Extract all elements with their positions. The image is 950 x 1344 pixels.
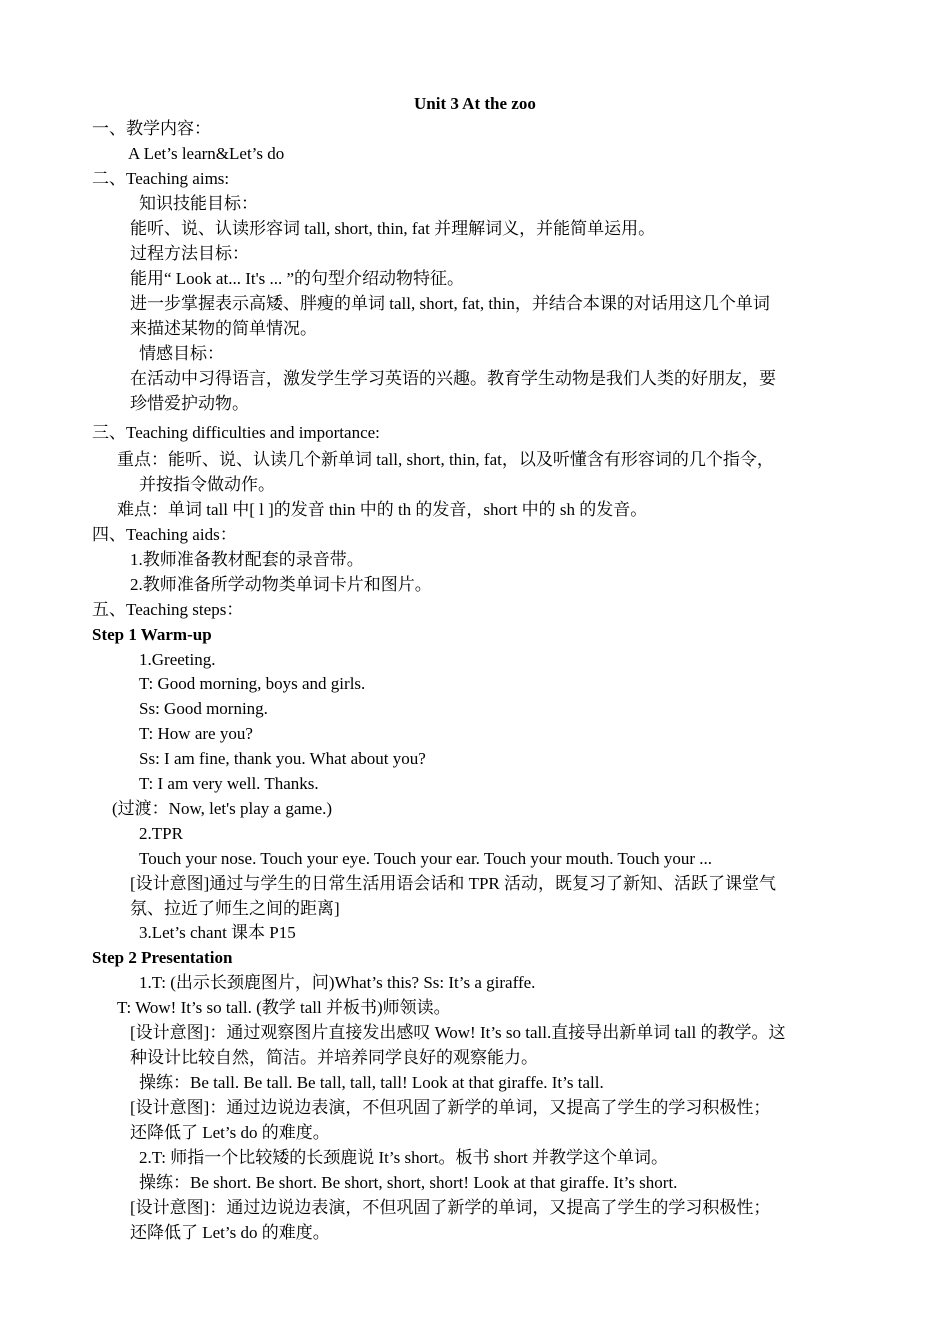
dialogue-line: T: I am very well. Thanks. xyxy=(139,774,319,793)
paragraph-line: 在活动中习得语言，激发学生学习英语的兴趣。教育学生动物是我们人类的好朋友，要 xyxy=(130,369,776,388)
dialogue-line: T: Good morning, boys and girls. xyxy=(139,674,366,693)
section-heading-aims: 二、Teaching aims: xyxy=(92,169,230,188)
transition-note: (过渡：Now, let's play a game.) xyxy=(112,799,333,818)
step-item: 3.Let’s chant 课本 P15 xyxy=(139,923,296,942)
design-intent: [设计意图]：通过观察图片直接发出感叹 Wow! It’s so tall.直接导出新单词 tall 的教学。这 xyxy=(130,1023,786,1042)
step-item: 1.Greeting. xyxy=(139,650,216,669)
subheading-knowledge: 知识技能目标： xyxy=(139,194,258,213)
design-intent: 氛、拉近了师生之间的距离] xyxy=(130,899,340,918)
dialogue-line: Ss: Good morning. xyxy=(139,699,268,718)
subheading-process: 过程方法目标： xyxy=(130,244,249,263)
list-item: 1.教师准备教材配套的录音带。 xyxy=(130,550,364,569)
dialogue-line: T: How are you? xyxy=(139,724,253,743)
practice-line: 操练：Be tall. Be tall. Be tall, tall, tall! Look at that giraffe. It’s tall. xyxy=(139,1073,604,1092)
list-item: 2.教师准备所学动物类单词卡片和图片。 xyxy=(130,575,432,594)
design-intent: 种设计比较自然，简洁。并培养同学良好的观察能力。 xyxy=(130,1048,538,1067)
paragraph-line: 难点：单词 tall 中[ l ]的发音 thin 中的 th 的发音，short 中的 sh 的发音。 xyxy=(117,500,648,519)
section-heading-steps: 五、Teaching steps： xyxy=(92,600,244,619)
step-item: 2.T: 师指一个比较矮的长颈鹿说 It’s short。板书 short 并教学这个单词。 xyxy=(139,1148,668,1167)
paragraph-line: 进一步掌握表示高矮、胖瘦的单词 tall, short, fat, thin，并结合本课的对话用这几个单词 xyxy=(130,294,770,313)
practice-line: 操练：Be short. Be short. Be short, short, short! Look at that giraffe. It’s short. xyxy=(139,1173,678,1192)
step-heading: Step 2 Presentation xyxy=(92,948,233,967)
dialogue-line: Ss: I am fine, thank you. What about you? xyxy=(139,749,426,768)
section-heading-content: 一、教学内容： xyxy=(92,119,211,138)
step-heading: Step 1 Warm-up xyxy=(92,625,212,644)
section-heading-aids: 四、Teaching aids： xyxy=(92,525,237,544)
design-intent: [设计意图]：通过边说边表演，不但巩固了新学的单词，又提高了学生的学习积极性； xyxy=(130,1098,771,1117)
design-intent: [设计意图]通过与学生的日常生活用语会话和 TPR 活动，既复习了新知、活跃了课堂气 xyxy=(130,874,776,893)
paragraph-line: 能听、说、认读形容词 tall, short, thin, fat 并理解词义，并能简单运用。 xyxy=(130,219,656,238)
subheading-emotion: 情感目标： xyxy=(139,344,224,363)
paragraph-line: Touch your nose. Touch your eye. Touch your ear. Touch your mouth. Touch your ... xyxy=(139,849,713,868)
document-title: Unit 3 At the zoo xyxy=(414,94,536,113)
design-intent: 还降低了 Let’s do 的难度。 xyxy=(130,1223,330,1242)
design-intent: [设计意图]：通过边说边表演，不但巩固了新学的单词，又提高了学生的学习积极性； xyxy=(130,1198,771,1217)
paragraph-line: T: Wow! It’s so tall. (教学 tall 并板书)师领读。 xyxy=(117,998,451,1017)
content-item: A Let’s learn&Let’s do xyxy=(128,144,285,163)
paragraph-line: 来描述某物的简单情况。 xyxy=(130,319,317,338)
paragraph-line: 珍惜爱护动物。 xyxy=(130,394,249,413)
paragraph-line: 并按指令做动作。 xyxy=(139,475,275,494)
paragraph-line: 重点：能听、说、认读几个新单词 tall, short, thin, fat，以及听懂含有形容词的几个指令， xyxy=(117,450,774,469)
step-item: 1.T: (出示长颈鹿图片，问)What’s this? Ss: It’s a giraffe. xyxy=(139,973,536,992)
section-heading-difficulties: 三、Teaching difficulties and importance: xyxy=(92,423,380,442)
design-intent: 还降低了 Let’s do 的难度。 xyxy=(130,1123,330,1142)
step-item: 2.TPR xyxy=(139,824,183,843)
paragraph-line: 能用“ Look at... It's ... ”的句型介绍动物特征。 xyxy=(130,269,465,288)
